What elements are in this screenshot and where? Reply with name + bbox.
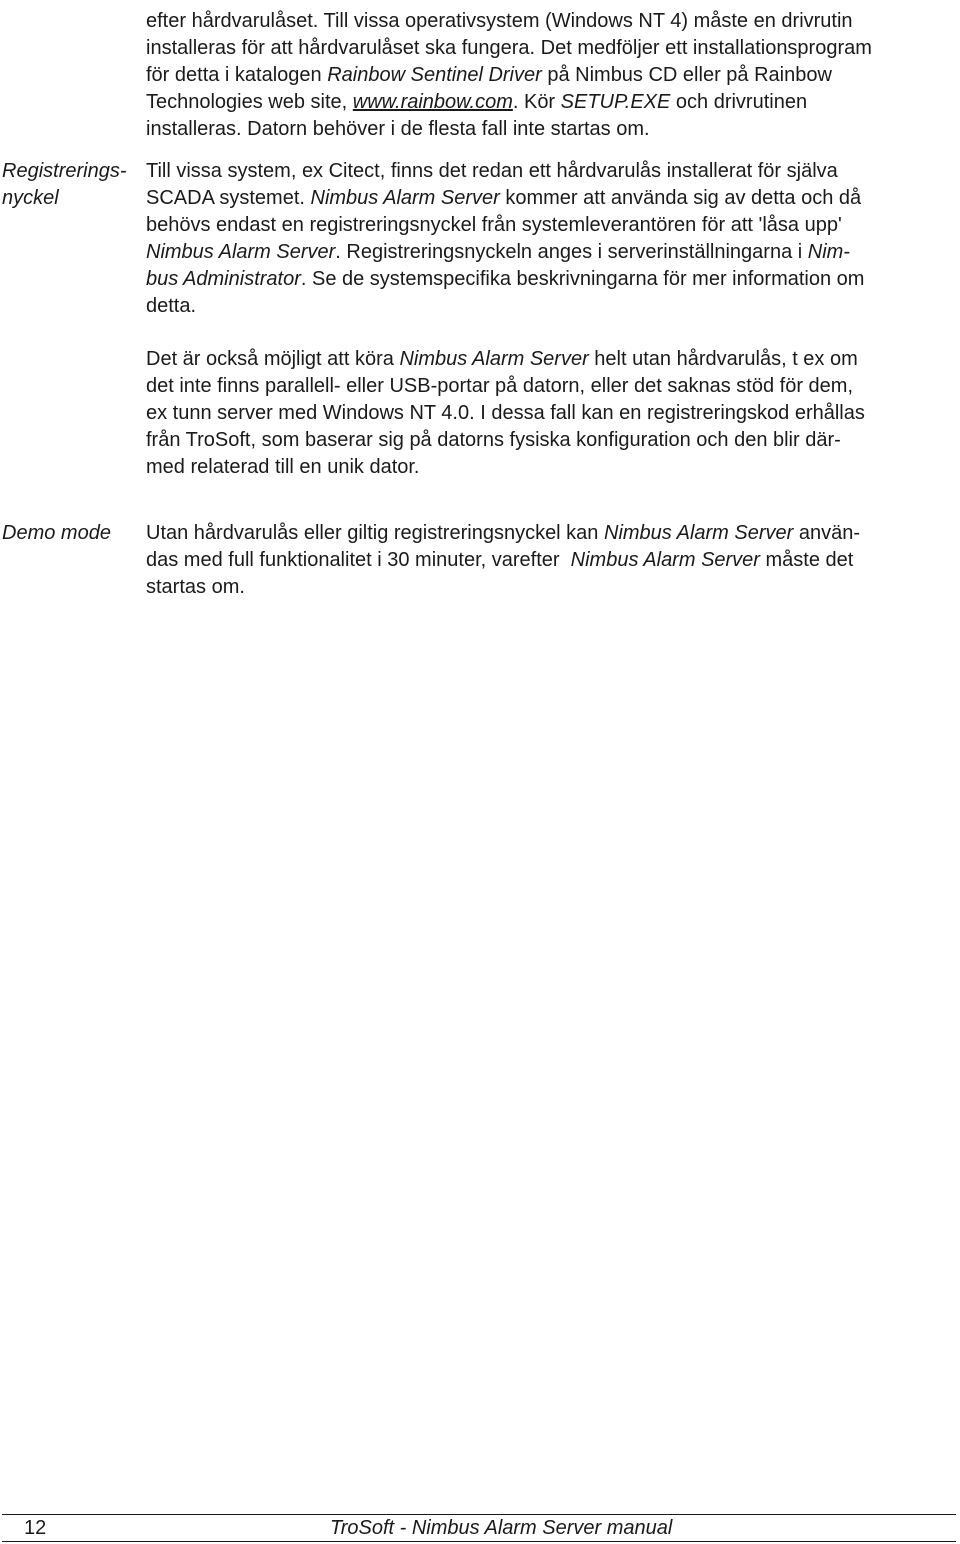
driver-folder-name: Rainbow Sentinel Driver (327, 64, 542, 86)
registration-paragraph-1: Till vissa system, ex Citect, finns det redan ett hårdvarulås installerat för själva SCADA systemet. Nimbus Alarm Server kommer att använda sig av detta och då behövs endast en registreringsnyckel från systemleverantören för att 'låsa upp' Nimbus Alarm Server. Registreringsnyckeln anges i serverinställningarna i Nim- bus Administrator. Se de systemspecifika beskrivningarna för mer information om detta. (146, 160, 865, 317)
product-name: Nimbus Alarm Server (146, 241, 336, 263)
product-name: Nimbus Alarm Server (604, 522, 794, 544)
intro-line-1: efter hårdvarulåset. Till vissa operativsystem (Windows NT 4) måste en drivrutin (146, 10, 853, 32)
page-footer (2, 1514, 956, 1542)
setup-exe-name: SETUP.EXE (560, 91, 671, 113)
intro-line-5: installeras. Datorn behöver i de flesta fall inte startas om. (146, 118, 650, 140)
registration-paragraph-2: Det är också möjligt att köra Nimbus Alarm Server helt utan hårdvarulås, t ex om det inte finns parallell- eller USB-portar på datorn, eller det saknas stöd för dem, ex tunn server med Windows NT 4.0. I dessa fall kan en registreringskod erhållas från TroSoft, som baserar sig på datorns fysiska konfiguration och den blir där- med relaterad till en unik dator. (146, 348, 865, 478)
intro-line-4: Technologies web site, www.rainbow.com. Kör SETUP.EXE och drivrutinen (146, 91, 808, 113)
manual-title: TroSoft - Nimbus Alarm Server manual (330, 1517, 673, 1539)
intro-line-3: för detta i katalogen Rainbow Sentinel Driver på Nimbus CD eller på Rainbow (146, 64, 832, 86)
demo-mode-label: Demo mode (2, 522, 111, 544)
admin-product-name: bus Administrator (146, 268, 301, 290)
rainbow-website-link[interactable]: www.rainbow.com (352, 91, 513, 113)
demo-mode-paragraph: Utan hårdvarulås eller giltig registreringsnyckel kan Nimbus Alarm Server använ- das med full funktionalitet i 30 minuter, varefter Nimbus Alarm Server måste det startas om. (146, 522, 861, 598)
page-number: 12 (24, 1517, 47, 1539)
intro-paragraph (146, 8, 946, 143)
product-name: Nimbus Alarm Server (570, 549, 760, 571)
product-name: Nimbus Alarm Server (310, 187, 500, 209)
intro-line-2: installeras för att hårdvarulåset ska fungera. Det medföljer ett installationsprogram (146, 37, 872, 59)
registration-key-label: Registrerings- nyckel (2, 160, 127, 209)
product-name: Nimbus Alarm Server (399, 348, 589, 370)
